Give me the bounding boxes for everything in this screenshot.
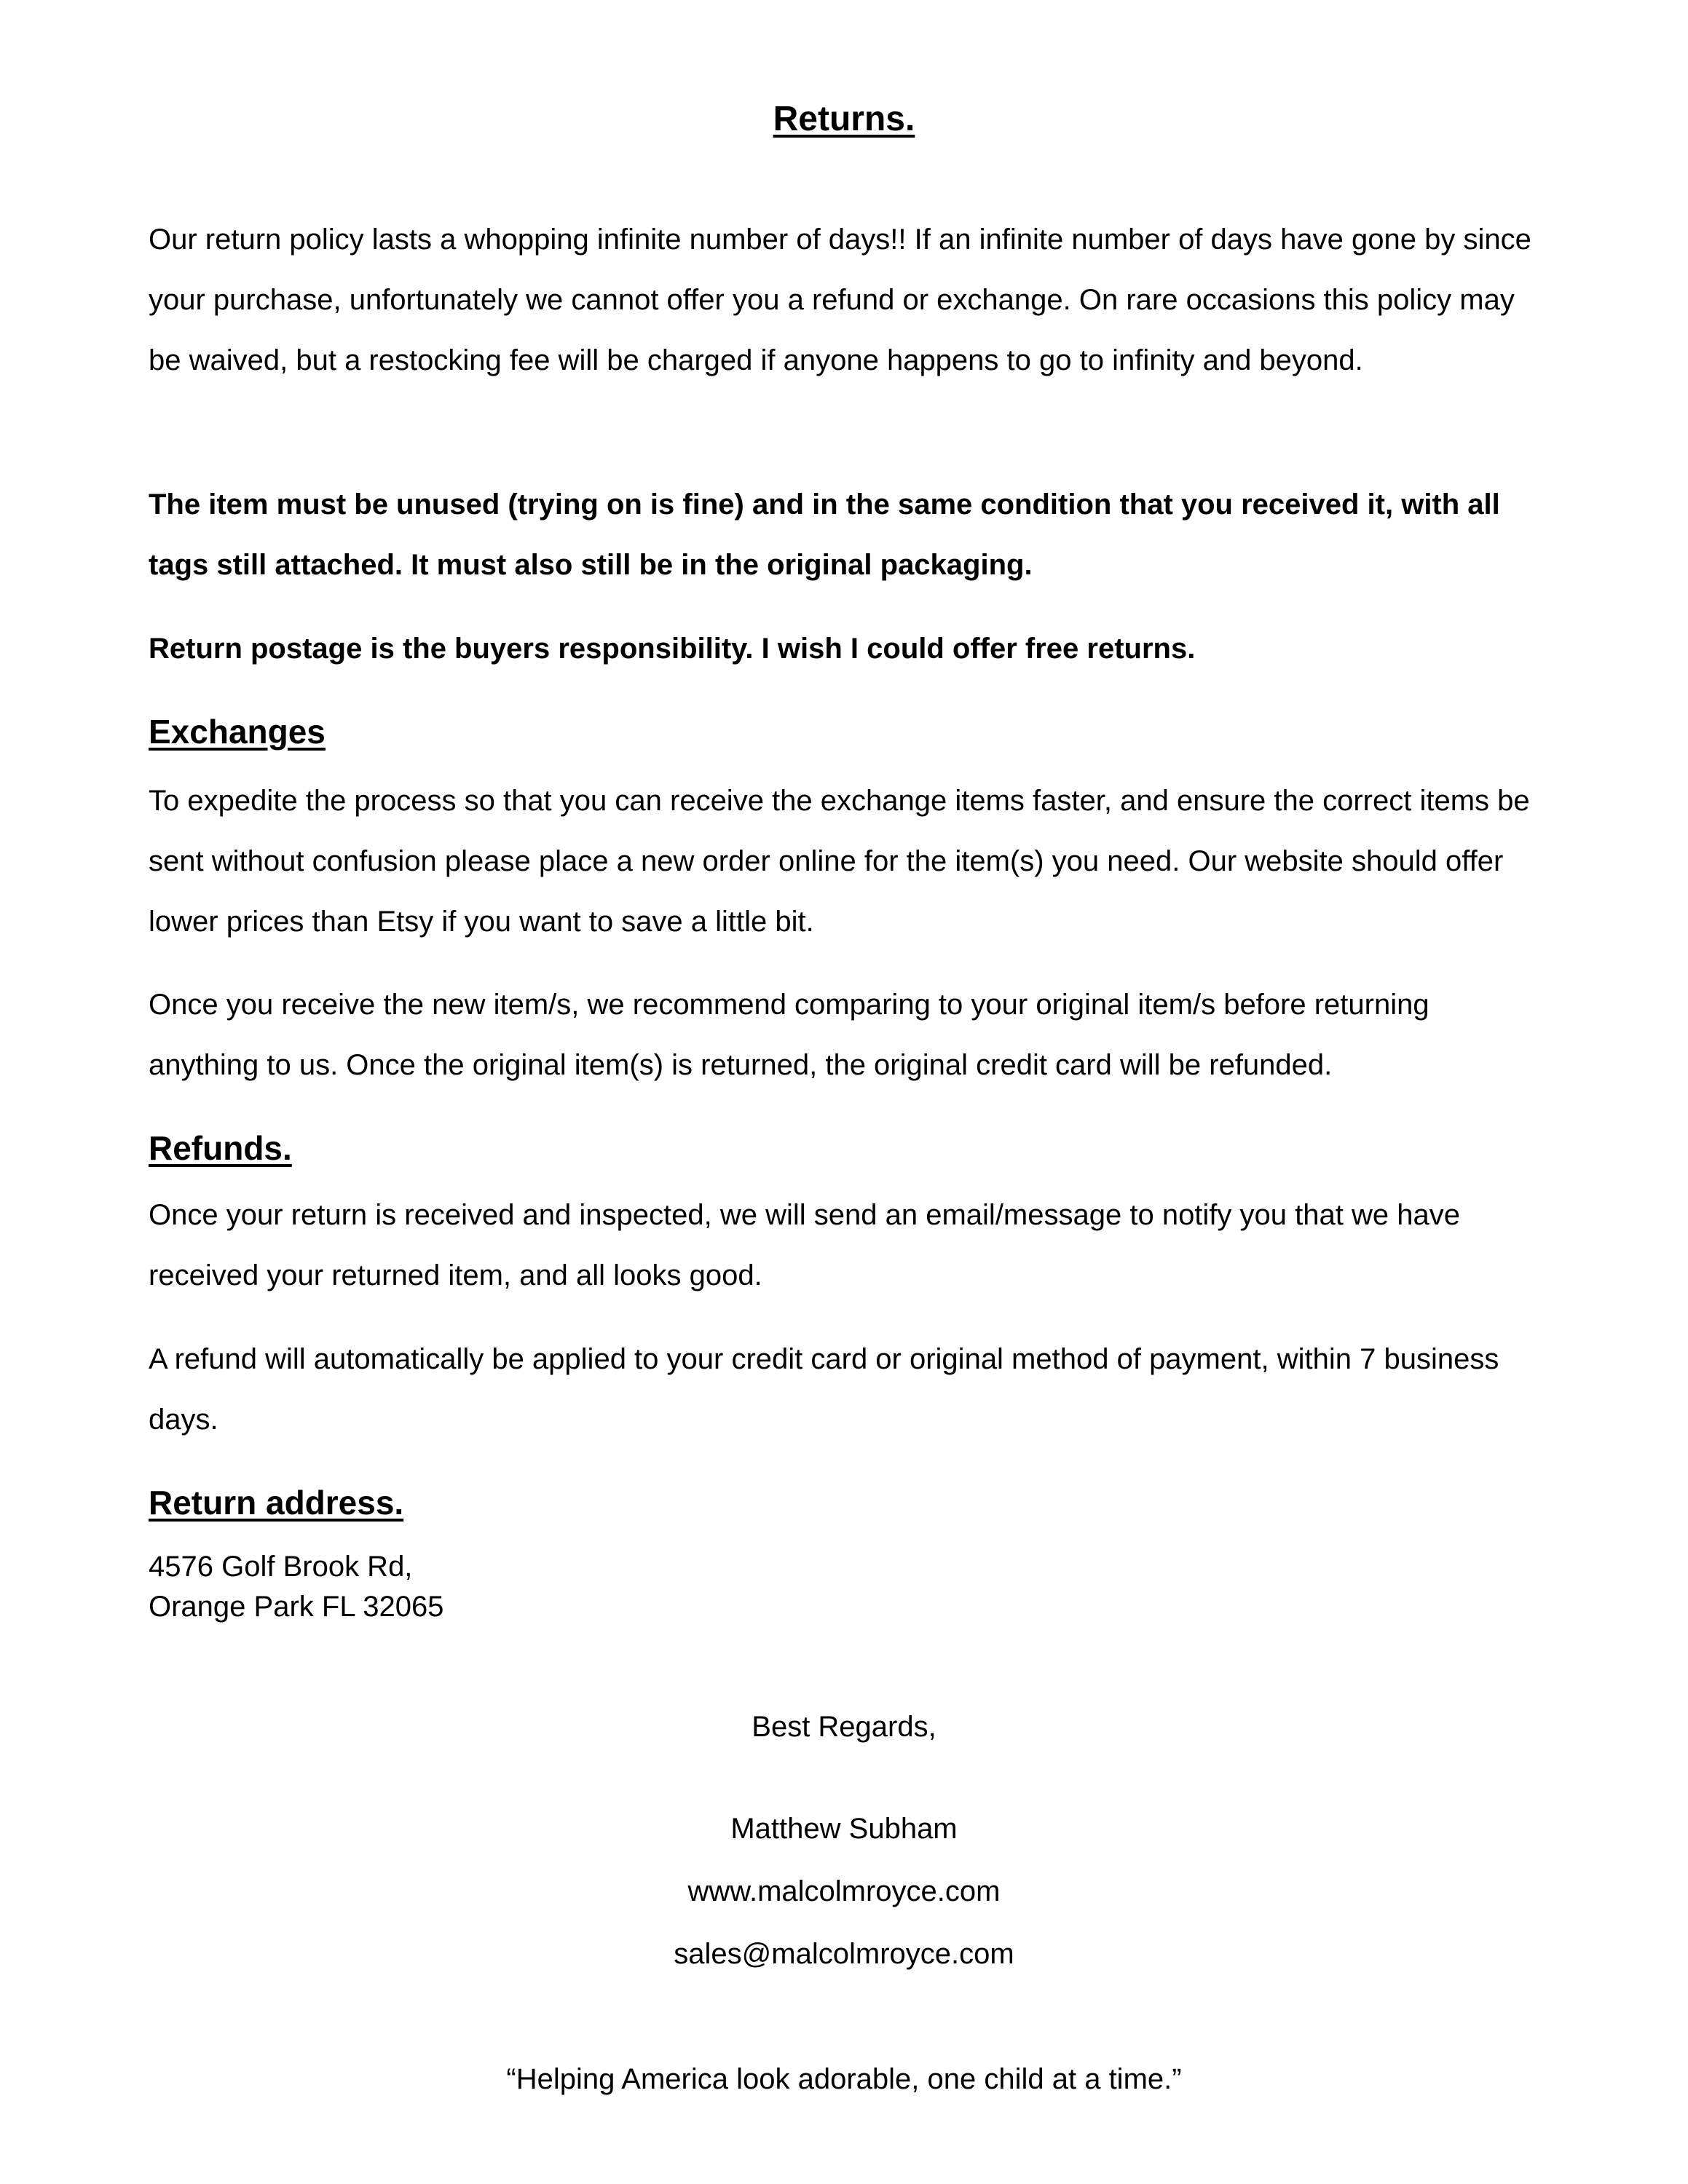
exchanges-paragraph-1: To expedite the process so that you can receive the exchange items faster, and ensure the correct items be sent without confusion please place a new order online for the item(s) you need. Our website should offer lower prices than Etsy if you want to save a little bit.: [149, 785, 1530, 938]
exchanges-paragraph-2: Once you receive the new item/s, we recommend comparing to your original item/s before returning anything to us. Once the original item(s) is returned, the original credit card will be refunded.: [149, 989, 1429, 1081]
refunds-heading: Refunds.: [149, 1129, 292, 1167]
return-address-line-1: 4576 Golf Brook Rd,: [149, 1551, 413, 1583]
tagline: “Helping America look adorable, one child at a time.”: [506, 2063, 1182, 2095]
exchanges-heading: Exchanges: [149, 713, 326, 751]
refunds-paragraph-1: Once your return is received and inspected, we will send an email/message to notify you that we have received your returned item, and all looks good.: [149, 1199, 1460, 1291]
condition-paragraph: The item must be unused (trying on is fine) and in the same condition that you received it, with all tags still attached. It must also still be in the original packaging.: [149, 488, 1500, 581]
return-address-heading: Return address.: [149, 1484, 404, 1522]
signer-name: Matthew Subham: [730, 1813, 958, 1845]
intro-paragraph: Our return policy lasts a whopping infinite number of days!! If an infinite number of days have gone by since your purchase, unfortunately we cannot offer you a refund or exchange. On rare occasions this policy may be waived, but a restocking fee will be charged if anyone happens to go to infinity and beyond.: [149, 223, 1531, 376]
return-address-line-2: Orange Park FL 32065: [149, 1591, 444, 1623]
refunds-paragraph-2: A refund will automatically be applied to your credit card or original method of payment, within 7 business days.: [149, 1343, 1499, 1436]
email-link[interactable]: sales@malcolmroyce.com: [674, 1938, 1014, 1970]
postage-paragraph: Return postage is the buyers responsibility. I wish I could offer free returns.: [149, 633, 1196, 665]
closing-text: Best Regards,: [752, 1711, 936, 1743]
page-title: Returns.: [773, 100, 915, 138]
website-link[interactable]: www.malcolmroyce.com: [687, 1875, 1001, 1907]
